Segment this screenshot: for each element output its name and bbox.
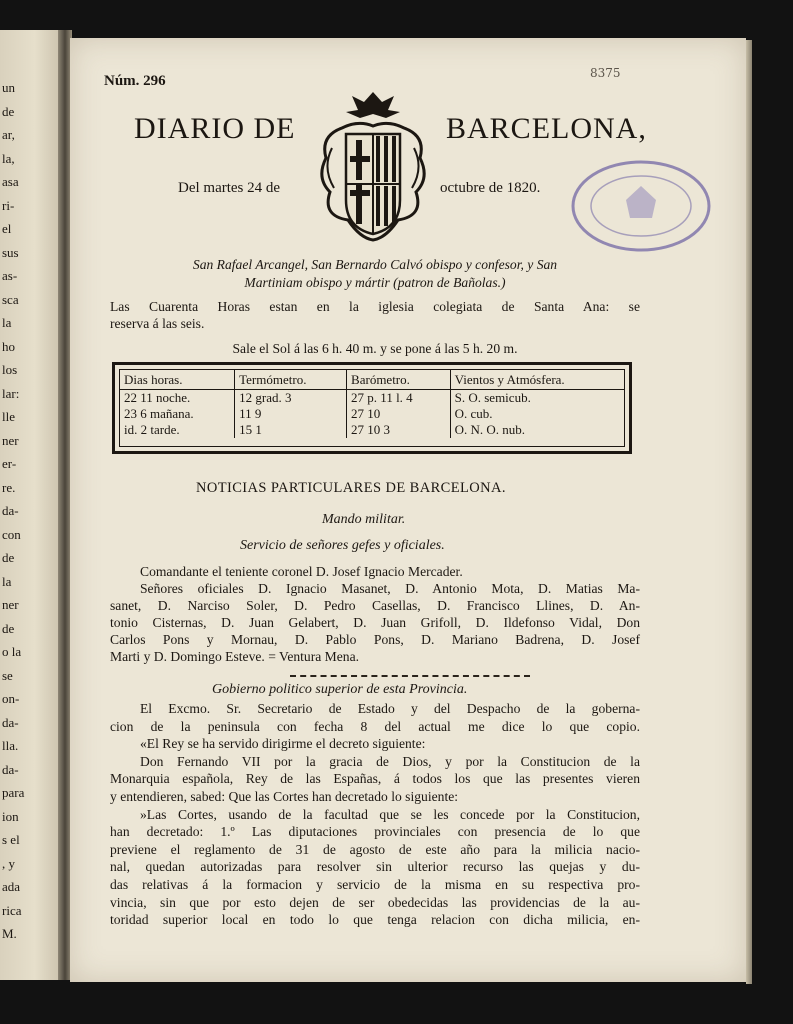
government-text-line: Don Fernando VII por la gracia de Dios, y por la Constitucion de la <box>140 753 640 769</box>
weather-header-winds: Vientos y Atmósfera. <box>450 370 624 390</box>
government-text-line: han decretado: 1.º Las diputaciones provinciales con presencia de lo que <box>110 824 640 840</box>
weather-cell: 11 9 <box>235 406 347 422</box>
military-text-line: tonio Cisternas, D. Juan Gelabert, D. Juan Grifoll, D. Ildefonso Vidal, Don <box>110 615 640 630</box>
left-page-text: sus <box>2 244 19 260</box>
left-page-text: la <box>2 573 12 589</box>
government-text-line: das relativas á la formacion y servicio de la misma en su respectiva pro- <box>110 877 640 892</box>
library-stamp-icon <box>568 156 714 256</box>
left-page-text: lle <box>2 409 15 424</box>
military-heading: Mando militar. <box>322 512 406 527</box>
forty-hours-line-1: Las Cuarenta Horas estan en la iglesia colegiata de Santa Ana: se <box>110 299 640 314</box>
government-text-line: nal, quedan autorizadas para resolver sin ulterior recurso las quejas y du- <box>110 859 640 875</box>
left-page-text: ar, <box>2 127 15 142</box>
left-page-text: da- <box>2 714 19 730</box>
section-divider <box>290 675 530 677</box>
weather-header-thermometer: Termómetro. <box>235 370 347 390</box>
left-page-text: sca <box>2 291 19 307</box>
government-text-line: previene el reglamento de 31 de agosto de este año para la milicia nacio- <box>110 841 640 857</box>
military-text-line: Señores oficiales D. Ignacio Masanet, D. Antonio Mota, D. Matias Ma- <box>140 581 640 596</box>
left-page-fragment <box>0 30 58 980</box>
page-folio: 8375 <box>590 66 621 80</box>
weather-cell: S. O. semicub. <box>450 390 624 407</box>
weather-cell: 27 p. 11 l. 4 <box>347 390 451 407</box>
government-text-line: Monarquia española, Rey de las Españas, á todos los que las presentes vieren <box>110 771 640 787</box>
left-page-text: se <box>2 667 13 683</box>
page-edge <box>746 40 752 984</box>
government-text-line: y entendieren, sabed: Que las Cortes han decretado lo siguiente: <box>110 789 459 804</box>
left-page-text: de <box>2 550 15 565</box>
government-text-line: »Las Cortes, usando de la facultad que se les concede por la Constitucion, <box>140 806 640 822</box>
sunrise-sunset: Sale el Sol á las 6 h. 40 m. y se pone á las 5 h. 20 m. <box>232 341 518 356</box>
weather-cell: 27 10 <box>347 406 451 422</box>
left-page-text: ri- <box>2 197 15 213</box>
left-page-text: o la <box>2 644 22 659</box>
left-page-text: da- <box>2 503 19 518</box>
left-page-text: asa <box>2 174 19 189</box>
weather-cell: 12 grad. 3 <box>235 390 347 407</box>
weather-header-days: Dias horas. <box>120 370 235 390</box>
weather-cell: O. cub. <box>450 406 624 422</box>
left-page-text: s el <box>2 832 20 847</box>
left-page-text: ner <box>2 597 19 612</box>
left-page-text: ho <box>2 338 15 354</box>
left-page-text: on- <box>2 691 20 706</box>
masthead-right: BARCELONA, <box>446 112 647 145</box>
weather-cell: 23 6 mañana. <box>124 406 194 421</box>
left-page-text: , y <box>2 855 15 871</box>
government-text-line: vincia, sin que por esto dejen de ser obedecidas las providencias de la au- <box>110 894 640 910</box>
left-page-text: de <box>2 620 15 636</box>
left-page-text: lla. <box>2 738 19 753</box>
government-text-line: cion de la peninsula con fecha 8 del actual me dice lo que copio. <box>110 718 640 734</box>
table-row <box>120 406 624 422</box>
government-text-line: El Excmo. Sr. Secretario de Estado y del Despacho de la goberna- <box>140 701 640 716</box>
government-text-line: «El Rey se ha servido dirigirme el decreto siguiente: <box>140 736 426 752</box>
weather-header-barometer: Barómetro. <box>347 370 451 390</box>
left-page-text: M. <box>2 926 17 941</box>
left-page-text: el <box>2 221 12 236</box>
left-page-text: as- <box>2 268 18 283</box>
table-row <box>120 422 624 438</box>
left-page-text: er- <box>2 456 17 471</box>
left-page-text: de <box>2 103 15 119</box>
weather-cell: 15 1 <box>235 422 347 438</box>
date-line-left: Del martes 24 de <box>178 180 281 196</box>
military-text-line: Carlos Pons y Mornau, D. Pablo Pons, D. Mariano Badrena, D. Josef <box>110 632 640 647</box>
left-page-text: ion <box>2 808 19 824</box>
left-page-text: ner <box>2 432 19 448</box>
left-page-text: la <box>2 315 12 330</box>
masthead-left: DIARIO DE <box>134 112 296 145</box>
left-page-text: los <box>2 362 18 377</box>
government-heading: Gobierno politico superior de esta Provincia. <box>212 682 468 697</box>
saints-line-1: San Rafael Arcangel, San Bernardo Calvó obispo y confesor, y San <box>192 257 558 272</box>
government-text-line: toridad superior local en todo lo que tenga relacion con dicha milicia, en- <box>110 912 640 928</box>
left-page-text: rica <box>2 902 22 918</box>
left-page-text: la, <box>2 150 15 166</box>
saints-line-2: Martiniam obispo y mártir (patron de Bañolas.) <box>244 275 506 290</box>
weather-cell: 27 10 3 <box>347 422 451 438</box>
weather-cell: O. N. O. nub. <box>450 422 624 438</box>
left-page-text: lar: <box>2 385 20 401</box>
weather-table <box>112 362 632 454</box>
left-page-text: da- <box>2 761 19 777</box>
issue-number: Núm. 296 <box>104 73 166 89</box>
left-page-text: para <box>2 785 25 800</box>
military-text-line: Marti y D. Domingo Esteve. = Ventura Mena. <box>110 649 360 664</box>
weather-cell: 22 11 noche. <box>124 390 191 405</box>
section-title: NOTICIAS PARTICULARES DE BARCELONA. <box>196 480 506 496</box>
barcelona-coat-of-arms <box>312 88 434 248</box>
table-row <box>120 390 624 407</box>
military-subheading: Servicio de señores gefes y oficiales. <box>240 538 445 553</box>
left-page-text: un <box>2 80 15 95</box>
weather-cell: id. 2 tarde. <box>124 422 180 437</box>
left-page-text: ada <box>2 879 21 894</box>
military-text-line: sanet, D. Narciso Soler, D. Pedro Casellas, D. Francisco Llines, D. An- <box>110 598 640 613</box>
forty-hours-line-2: reserva á las seis. <box>110 316 205 331</box>
military-text-line: Comandante el teniente coronel D. Josef Ignacio Mercader. <box>140 564 463 579</box>
left-page-text: re. <box>2 479 16 495</box>
date-line-right: octubre de 1820. <box>440 180 541 196</box>
left-page-text: con <box>2 526 21 542</box>
